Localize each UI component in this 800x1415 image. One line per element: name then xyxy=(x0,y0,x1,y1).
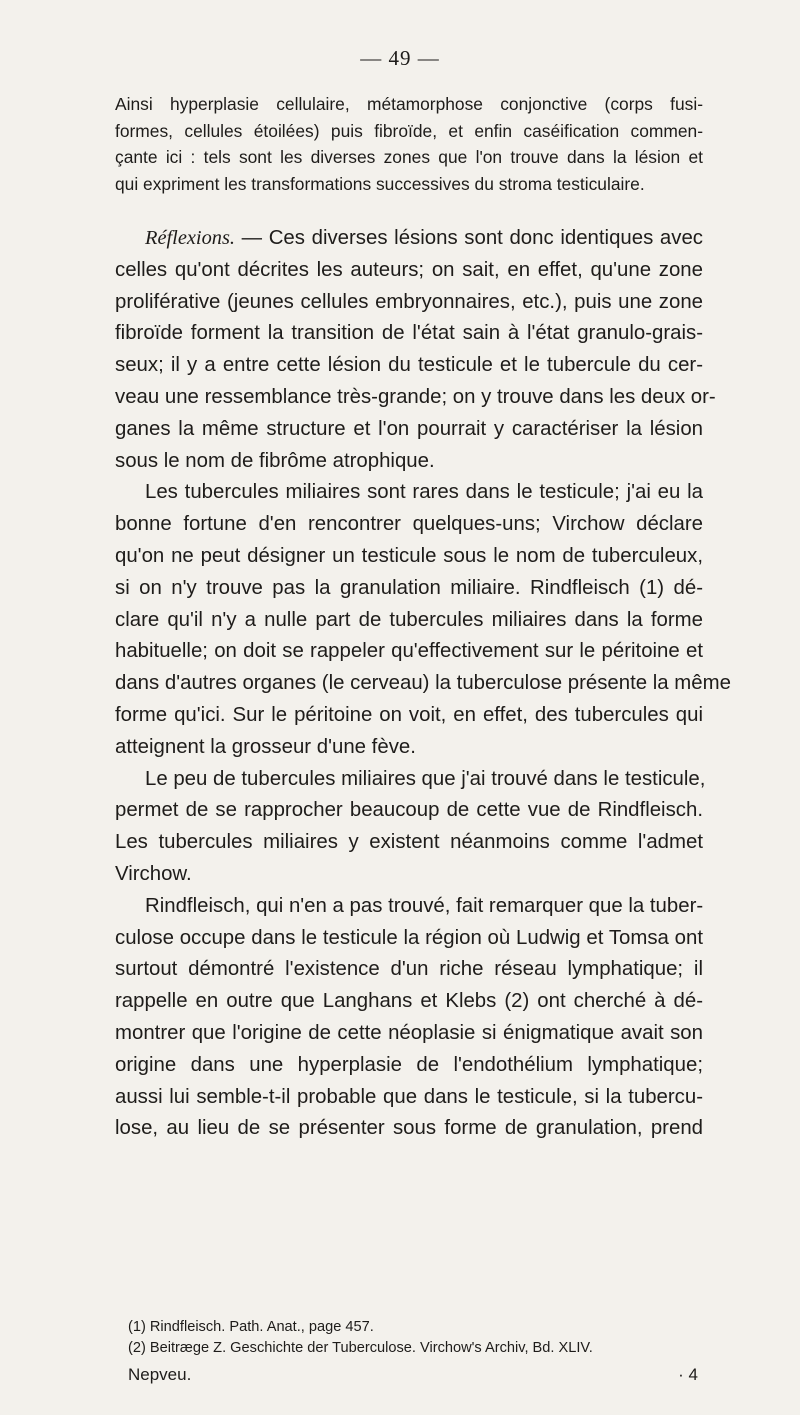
signature-mark: · 4 xyxy=(678,1365,698,1384)
text-line: lose, au lieu de se présenter sous forme de granulation, prend xyxy=(115,1117,703,1140)
footnote: (2) Beitræge Z. Geschichte der Tuberculose. Virchow's Archiv, Bd. XLIV. xyxy=(128,1340,593,1356)
text-line: clare qu'il n'y a nulle part de tubercules miliaires dans la forme xyxy=(115,608,703,631)
intro-line: qui expriment les transformations successives du stroma testiculaire. xyxy=(115,173,645,194)
text-line: proliférative (jeunes cellules embryonnaires, etc.), puis une zone xyxy=(115,290,703,313)
text-line: rappelle en outre que Langhans et Klebs (2) ont cherché à dé- xyxy=(115,990,703,1013)
text-line: dans d'autres organes (le cerveau) la tuberculose présente la même xyxy=(115,672,731,695)
text-line: qu'on ne peut désigner un testicule sous le nom de tuberculeux, xyxy=(115,544,703,567)
intro-line: Ainsi hyperplasie cellulaire, métamorphose conjonctive (corps fusi- xyxy=(115,94,703,114)
text-line: Les tubercules miliaires sont rares dans le testicule; j'ai eu la xyxy=(145,481,703,504)
text-line: fibroïde forment la transition de l'état sain à l'état granulo-grais- xyxy=(115,322,703,345)
text-line: sous le nom de fibrôme atrophique. xyxy=(115,449,435,472)
text-line: celles qu'ont décrites les auteurs; on sait, en effet, qu'une zone xyxy=(115,258,703,281)
text-line: Le peu de tubercules miliaires que j'ai trouvé dans le testicule, xyxy=(145,767,706,790)
footnotes xyxy=(128,1317,698,1359)
text-line: Rindfleisch, qui n'en a pas trouvé, fait remarquer que la tuber- xyxy=(145,894,704,917)
text-line: montrer que l'origine de cette néoplasie si énigmatique avait son xyxy=(115,1021,703,1044)
footnote: (1) Rindfleisch. Path. Anat., page 457. xyxy=(128,1319,374,1335)
text-line: habituelle; on doit se rappeler qu'effectivement sur le péritoine et xyxy=(115,640,703,663)
text-line xyxy=(115,223,703,255)
text-line: veau une ressemblance très-grande; on y trouve dans les deux or- xyxy=(115,385,716,408)
text-line: forme qu'ici. Sur le péritoine on voit, en effet, des tubercules qui xyxy=(115,703,703,726)
text-line-rest: — Ces diverses lésions sont donc identiques avec xyxy=(235,227,703,249)
text-line: culose occupe dans le testicule la région où Ludwig et Tomsa ont xyxy=(115,926,703,949)
text-line: si on n'y trouve pas la granulation miliaire. Rindfleisch (1) dé- xyxy=(115,576,703,599)
text-line: seux; il y a entre cette lésion du testicule et le tubercule du cer- xyxy=(115,354,703,377)
intro-line: formes, cellules étoilées) puis fibroïde, et enfin caséification commen- xyxy=(115,120,703,141)
text-line: bonne fortune d'en rencontrer quelques-uns; Virchow déclare xyxy=(115,513,703,536)
intro-paragraph xyxy=(115,91,703,197)
main-text xyxy=(115,223,731,1145)
page-number: — 49 — xyxy=(360,46,440,70)
reflexions-heading: Réflexions. xyxy=(145,227,236,249)
text-line: ganes la même structure et l'on pourrait y caractériser la lésion xyxy=(115,417,703,440)
text-line: Les tubercules miliaires y existent néanmoins comme l'admet xyxy=(115,831,703,854)
text-line: origine dans une hyperplasie de l'endothélium lymphatique; xyxy=(115,1053,703,1076)
text-line: Virchow. xyxy=(115,862,192,885)
text-line: surtout démontré l'existence d'un riche réseau lymphatique; il xyxy=(115,958,703,981)
text-line: aussi lui semble-t-il probable que dans le testicule, si la tubercu- xyxy=(115,1085,703,1108)
text-line: atteignent la grosseur d'une fève. xyxy=(115,735,416,758)
text-line: permet de se rapprocher beaucoup de cette vue de Rindfleisch. xyxy=(115,799,703,822)
intro-line: çante ici : tels sont les diverses zones que l'on trouve dans la lésion et xyxy=(115,147,703,167)
footer-author: Nepveu. xyxy=(128,1365,192,1384)
